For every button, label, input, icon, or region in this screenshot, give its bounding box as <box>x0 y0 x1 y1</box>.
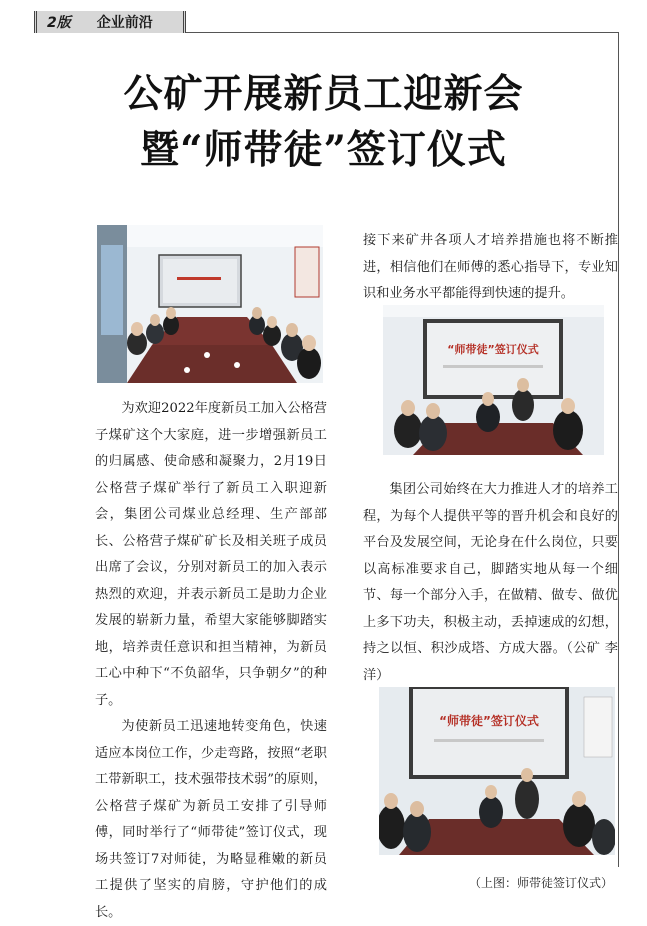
article-headline <box>0 66 647 178</box>
page-number: 2版 <box>47 15 71 31</box>
section-title: 企业前沿 <box>96 15 153 31</box>
headline-line-1: 公矿开展新员工迎新会 <box>123 71 524 117</box>
article-paragraph: 为欢迎2022年度新员工加入公格营子煤矿这个大家庭，进一步增强新员工的归属感、使命感和凝聚力，2月19日公格营子煤矿举行了新员工入职迎新会，集团公司煤业总经理、生产部部长、公格营子煤矿矿长及相关班子成员出席了会议，分别对新员工的加入表示热烈的欢迎，并表示新员工是助力企业发展的崭新力量，希望大家能够脚踏实地，培养责任意识和担当精神，为新员工心中种下“不负韶华，只争朝夕”的种子。 <box>95 401 327 708</box>
screen-banner-text: “师带徒”签订仪式 <box>439 714 539 728</box>
article-paragraph: 集团公司始终在大力推进人才的培养工程，为每个人提供平等的晋升机会和良好的平台及发展空间，无论身在什么岗位，只要以高标准要求自己，脚踏实地从每一个细节、每一个部分入手，在做精、做专、做优上多下功夫，积极主动，丢掉速成的幻想，持之以恒、积沙成塔、方成大器。（公矿 李洋） <box>363 482 618 683</box>
article-column-left <box>95 396 327 926</box>
article-column-right-bottom <box>363 477 618 689</box>
article-column-right-top <box>363 228 618 308</box>
article-paragraph: 接下来矿井各项人才培养措施也将不断推进，相信他们在师傅的悉心指导下，专业知识和业务水平都能得到快速的提升。 <box>363 233 618 301</box>
header-rule <box>186 32 619 33</box>
headline-line-2: 暨“师带徒”签订仪式 <box>140 127 507 173</box>
photo-signing-ceremony-2 <box>379 687 615 855</box>
screen-banner-text: “师带徒”签订仪式 <box>447 343 539 356</box>
photo-caption: （上图：师带徒签订仪式） <box>468 876 613 890</box>
photo-signing-ceremony-1 <box>383 305 604 455</box>
photo-orientation-meeting <box>97 225 323 383</box>
article-paragraph: 为使新员工迅速地转变角色，快速适应本岗位工作，少走弯路，按照“老职工带新职工，技术强带技术弱”的原则，公格营子煤矿为新员工安排了引导师傅，同时举行了“师带徒”签订仪式，现场共签订7对师徒，为略显稚嫩的新员工提供了坚实的肩膀，守护他们的成长。 <box>95 719 327 920</box>
page-header-tab <box>34 11 186 33</box>
